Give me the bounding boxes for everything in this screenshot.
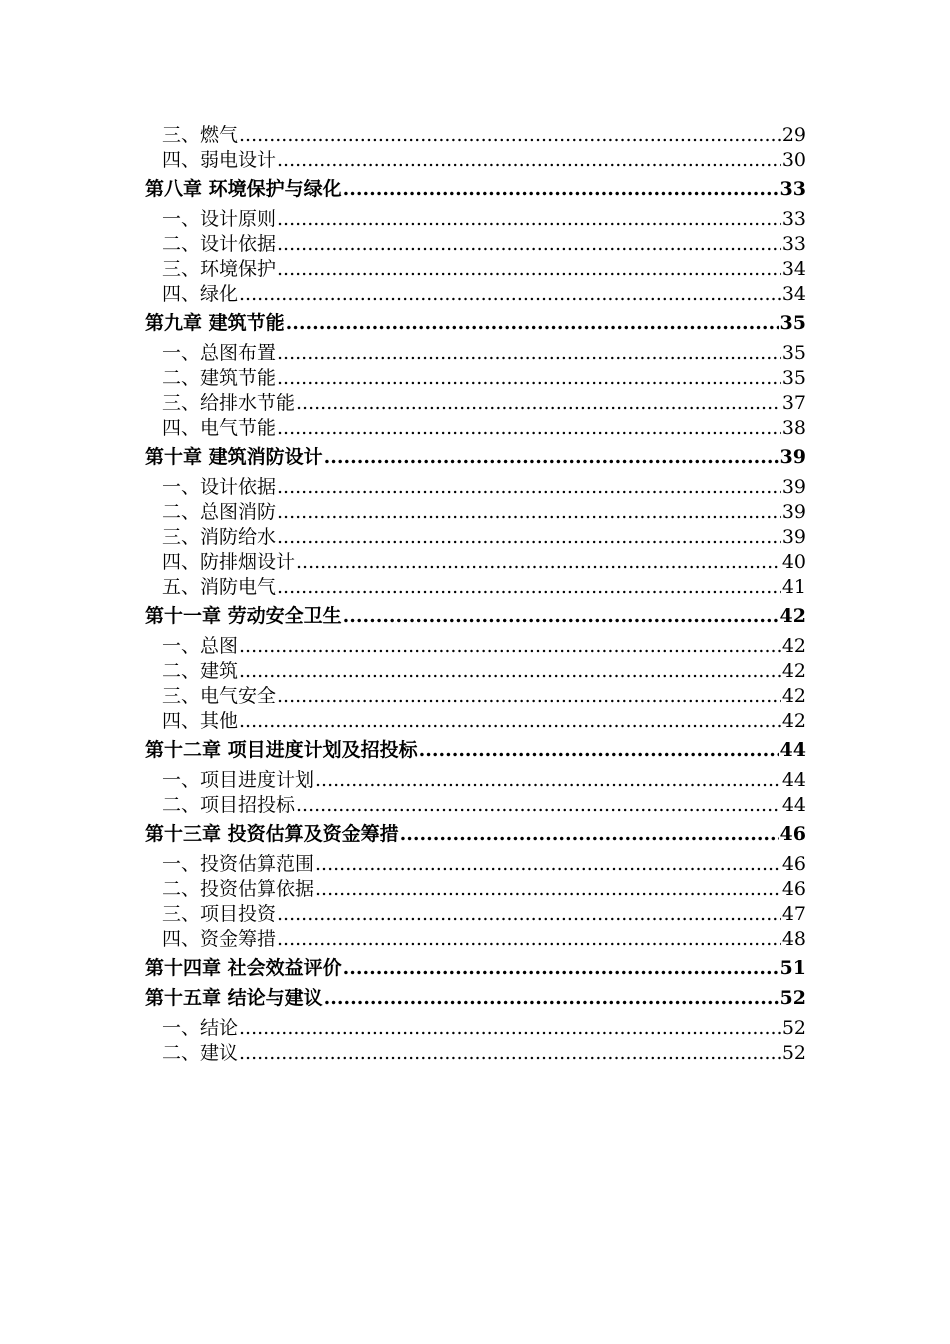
toc-entry-title: 一、投资估算范围 [162,853,315,875]
toc-entry-page-number: 44 [779,739,806,761]
toc-dot-leader [277,232,781,257]
toc-chapter-entry[interactable] [145,738,806,763]
toc-entry-title: 一、设计原则 [162,208,277,230]
toc-entry-page-number: 35 [779,312,806,334]
toc-entry-page-number: 39 [781,476,806,498]
toc-section-entry[interactable] [145,148,806,173]
toc-dot-leader [343,956,779,981]
toc-section-entry[interactable] [145,257,806,282]
toc-entry-title: 四、电气节能 [162,417,277,439]
toc-dot-leader [277,341,781,366]
toc-dot-leader [343,177,779,202]
toc-dot-leader [239,1041,781,1066]
toc-entry-title: 四、弱电设计 [162,149,277,171]
toc-chapter-entry[interactable] [145,822,806,847]
toc-section-entry[interactable] [145,793,806,818]
toc-entry-title: 二、设计依据 [162,233,277,255]
toc-entry-page-number: 42 [781,685,806,707]
toc-entry-page-number: 33 [781,208,806,230]
toc-dot-leader [277,416,781,441]
toc-section-entry[interactable] [145,684,806,709]
toc-entry-page-number: 30 [781,149,806,171]
toc-entry-page-number: 41 [781,576,806,598]
toc-entry-title: 一、设计依据 [162,476,277,498]
toc-entry-page-number: 34 [781,283,806,305]
toc-section-entry[interactable] [145,525,806,550]
toc-entry-page-number: 35 [781,367,806,389]
toc-entry-title: 二、建筑 [162,660,239,682]
table-of-contents [145,123,806,1066]
toc-entry-title: 二、建议 [162,1042,239,1064]
toc-entry-page-number: 29 [781,124,806,146]
toc-entry-page-number: 46 [781,853,806,875]
toc-entry-title: 第九章 建筑节能 [145,312,285,334]
toc-entry-page-number: 33 [779,178,806,200]
toc-entry-title: 二、总图消防 [162,501,277,523]
toc-entry-title: 四、防排烟设计 [162,551,296,573]
toc-entry-page-number: 34 [781,258,806,280]
toc-dot-leader [277,475,781,500]
toc-dot-leader [277,525,781,550]
toc-entry-page-number: 40 [781,551,806,573]
toc-entry-title: 四、其他 [162,710,239,732]
toc-dot-leader [296,391,781,416]
toc-dot-leader [239,282,781,307]
toc-entry-page-number: 37 [781,392,806,414]
toc-dot-leader [419,738,779,763]
toc-dot-leader [277,684,781,709]
toc-entry-page-number: 52 [779,987,806,1009]
toc-entry-page-number: 42 [781,635,806,657]
toc-entry-page-number: 46 [779,823,806,845]
toc-dot-leader [277,207,781,232]
toc-entry-page-number: 42 [781,710,806,732]
toc-dot-leader [343,604,779,629]
toc-entry-page-number: 52 [781,1042,806,1064]
toc-entry-title: 第八章 环境保护与绿化 [145,178,342,200]
toc-dot-leader [286,311,779,336]
toc-section-entry[interactable] [145,634,806,659]
toc-section-entry[interactable] [145,500,806,525]
toc-entry-title: 第十二章 项目进度计划及招投标 [145,739,418,761]
toc-entry-page-number: 42 [781,660,806,682]
toc-entry-title: 一、总图布置 [162,342,277,364]
toc-entry-title: 三、环境保护 [162,258,277,280]
toc-section-entry[interactable] [145,902,806,927]
toc-entry-page-number: 44 [781,794,806,816]
toc-dot-leader [296,793,781,818]
toc-entry-page-number: 39 [779,446,806,468]
toc-dot-leader [239,634,781,659]
toc-chapter-entry[interactable] [145,986,806,1011]
toc-dot-leader [315,877,781,902]
toc-dot-leader [315,852,781,877]
toc-entry-title: 三、电气安全 [162,685,277,707]
toc-entry-title: 四、资金筹措 [162,928,277,950]
toc-dot-leader [239,123,781,148]
toc-entry-title: 二、投资估算依据 [162,878,315,900]
toc-section-entry[interactable] [145,659,806,684]
toc-chapter-entry[interactable] [145,604,806,629]
toc-section-entry[interactable] [145,416,806,441]
toc-entry-title: 三、燃气 [162,124,239,146]
toc-entry-title: 一、总图 [162,635,239,657]
toc-entry-title: 二、建筑节能 [162,367,277,389]
toc-entry-title: 二、项目招投标 [162,794,296,816]
toc-section-entry[interactable] [145,207,806,232]
toc-dot-leader [277,902,781,927]
toc-entry-title: 五、消防电气 [162,576,277,598]
toc-dot-leader [296,550,781,575]
toc-entry-title: 第十五章 结论与建议 [145,987,323,1009]
toc-entry-page-number: 46 [781,878,806,900]
toc-entry-page-number: 39 [781,526,806,548]
toc-section-entry[interactable] [145,877,806,902]
toc-chapter-entry[interactable] [145,177,806,202]
toc-chapter-entry[interactable] [145,311,806,336]
toc-entry-page-number: 47 [781,903,806,925]
toc-section-entry[interactable] [145,391,806,416]
toc-entry-page-number: 51 [779,957,806,979]
toc-section-entry[interactable] [145,282,806,307]
toc-dot-leader [315,768,781,793]
toc-section-entry[interactable] [145,232,806,257]
toc-dot-leader [239,659,781,684]
toc-entry-title: 第十一章 劳动安全卫生 [145,605,342,627]
toc-entry-page-number: 33 [781,233,806,255]
toc-entry-title: 三、给排水节能 [162,392,296,414]
toc-section-entry[interactable] [145,123,806,148]
toc-dot-leader [277,575,781,600]
toc-entry-page-number: 39 [781,501,806,523]
toc-dot-leader [239,709,781,734]
toc-entry-page-number: 44 [781,769,806,791]
toc-dot-leader [277,366,781,391]
toc-entry-title: 三、项目投资 [162,903,277,925]
toc-dot-leader [239,1016,781,1041]
toc-chapter-entry[interactable] [145,445,806,470]
toc-section-entry[interactable] [145,1016,806,1041]
toc-dot-leader [400,822,779,847]
toc-section-entry[interactable] [145,475,806,500]
toc-entry-title: 三、消防给水 [162,526,277,548]
toc-dot-leader [277,927,781,952]
toc-entry-title: 第十三章 投资估算及资金筹措 [145,823,399,845]
toc-entry-page-number: 38 [781,417,806,439]
toc-section-entry[interactable] [145,768,806,793]
toc-entry-page-number: 48 [781,928,806,950]
toc-entry-title: 第十章 建筑消防设计 [145,446,323,468]
toc-dot-leader [277,257,781,282]
toc-entry-title: 第十四章 社会效益评价 [145,957,342,979]
toc-entry-page-number: 52 [781,1017,806,1039]
toc-section-entry[interactable] [145,852,806,877]
toc-entry-title: 一、结论 [162,1017,239,1039]
toc-section-entry[interactable] [145,366,806,391]
toc-dot-leader [324,445,779,470]
toc-section-entry[interactable] [145,341,806,366]
toc-section-entry[interactable] [145,709,806,734]
toc-entry-title: 一、项目进度计划 [162,769,315,791]
toc-entry-page-number: 42 [779,605,806,627]
toc-dot-leader [277,148,781,173]
toc-section-entry[interactable] [145,927,806,952]
toc-entry-title: 四、绿化 [162,283,239,305]
toc-section-entry[interactable] [145,550,806,575]
toc-section-entry[interactable] [145,1041,806,1066]
toc-section-entry[interactable] [145,575,806,600]
toc-dot-leader [324,986,779,1011]
toc-dot-leader [277,500,781,525]
toc-chapter-entry[interactable] [145,956,806,981]
toc-entry-page-number: 35 [781,342,806,364]
